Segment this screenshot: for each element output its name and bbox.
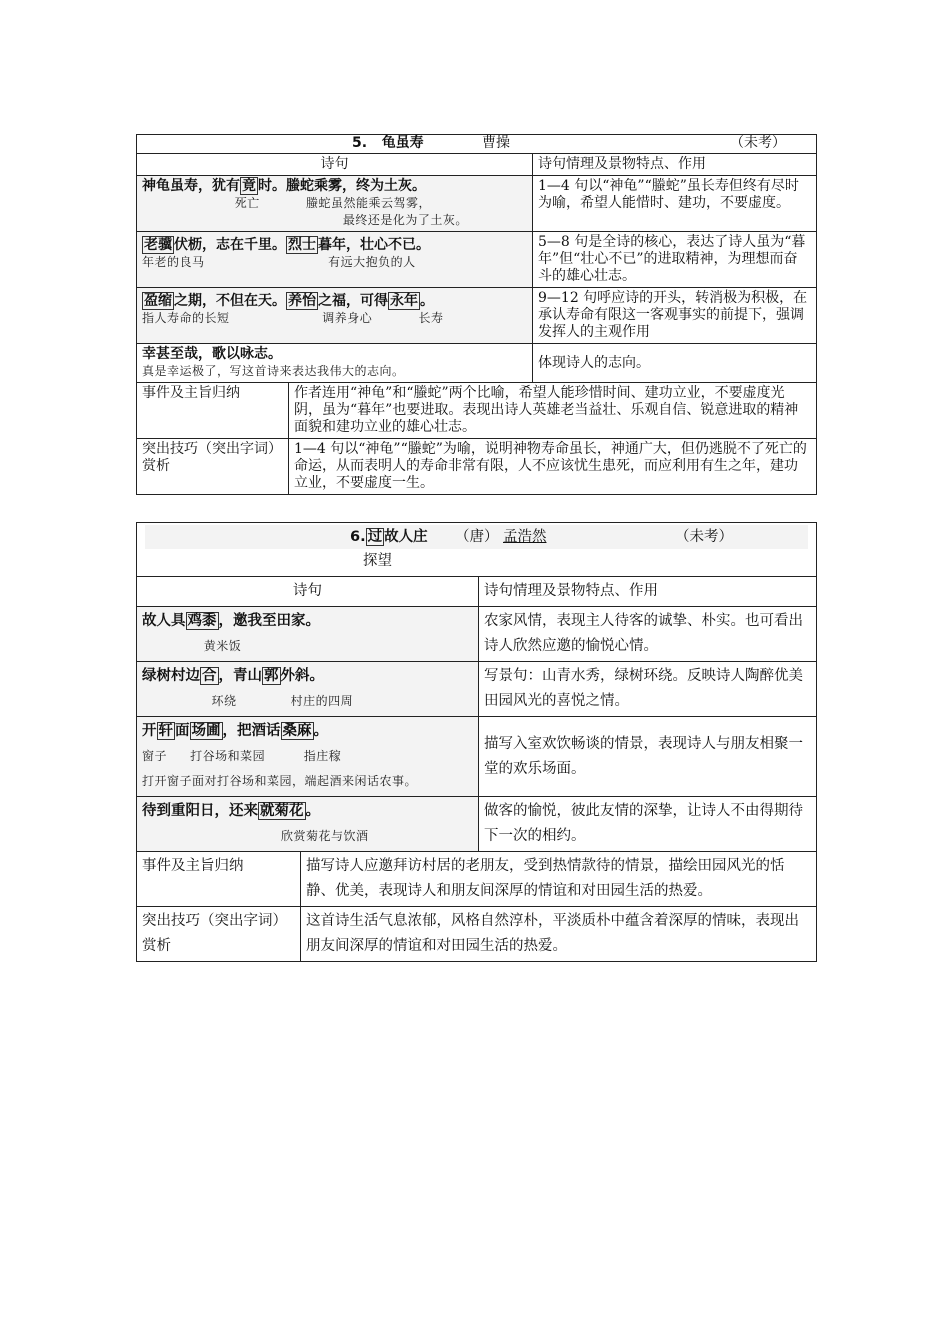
poem2-skill: 这首诗生活气息浓郁，风格自然淳朴，平淡质朴中蕴含着深厚的情味，表现出朋友间深厚的情谊和对田园生活的热爱。: [301, 907, 817, 962]
poem2-verse-row: 待到重阳日，还来 就菊花 。 欣赏菊花与饮酒: [137, 797, 479, 852]
poem1-number: 5.: [352, 135, 368, 151]
poem2-skill-label: 突出技巧（突出字词）赏析: [137, 907, 301, 962]
poem2-verse-row: 开 轩 面 场圃 ，把酒话 桑麻 。 窗子 打谷场和菜园 指庄稼 打开窗子面对打谷场和菜园，端起酒来闲话农事。: [137, 717, 479, 797]
poem1-summary: 作者连用“神龟”和“螣蛇”两个比喻，希望人能珍惜时间、建功立业，不要虚度光阴，虽为“暮年”也要进取。表现出诗人英雄老当益壮、乐观自信、锐意进取的精神面貌和建功立业的雄心壮志。: [289, 383, 817, 439]
poem2-status: （未考）: [675, 529, 733, 545]
poem2-col-analysis: 诗句情理及景物特点、作用: [479, 577, 817, 607]
gloss: 窗子 打谷场和菜园 指庄稼: [142, 749, 342, 763]
poem2-verse-row: 故人具 鸡黍 ，邀我至田家。 黄米饭: [137, 607, 479, 662]
gloss: 欣赏菊花与饮酒: [142, 829, 369, 843]
poem2-summary-label: 事件及主旨归纳: [137, 852, 301, 907]
gloss: 环绕 村庄的四周: [142, 694, 354, 708]
poem1-verse-row: 盈缩 之期，不但在天。 养怡 之福，可得 永年 。 指人寿命的长短 调养身心 长寿: [137, 288, 533, 344]
poem1-analysis: 5—8 句是全诗的核心，表达了诗人虽为“暮年”但“壮心不已”的进取精神，为理想而奋斗的雄心壮志。: [533, 232, 817, 288]
poem2-dynasty: （唐）: [455, 529, 499, 545]
poem2-title-key: 过: [367, 529, 383, 545]
poem2-title-gloss: 探望: [363, 553, 392, 569]
poem1-title-row: [137, 135, 817, 154]
gloss: 死亡 螣蛇虽然能乘云驾雾，: [142, 196, 432, 210]
poem2-analysis: 描写入室欢饮畅谈的情景，表现诗人与朋友相聚一堂的欢乐场面。: [479, 717, 817, 797]
poem2-analysis: 做客的愉悦，彼此友情的深挚，让诗人不由得期待下一次的相约。: [479, 797, 817, 852]
poem1-skill-label: 突出技巧（突出字词）赏析: [137, 439, 289, 495]
poem1-analysis: 1—4 句以“神龟”“螣蛇”虽长寿但终有尽时为喻，希望人能惜时、建功，不要虚度。: [533, 176, 817, 232]
gloss: 指人寿命的长短 调养身心 长寿: [142, 311, 444, 325]
poem2-author: 孟浩然: [503, 529, 547, 545]
poem1-col-verse: 诗句: [137, 154, 533, 176]
gloss: 黄米饭: [142, 639, 242, 653]
poem1-summary-label: 事件及主旨归纳: [137, 383, 289, 439]
gloss: 真是幸运极了，写这首诗来表达我伟大的志向。: [142, 364, 405, 378]
poem2-summary: 描写诗人应邀拜访村居的老朋友，受到热情款待的情景，描绘田园风光的恬静、优美，表现诗人和朋友间深厚的情谊和对田园生活的热爱。: [301, 852, 817, 907]
poem-table-2: [136, 522, 817, 962]
poem1-author: 曹操: [482, 135, 510, 151]
gloss: 最终还是化为了土灰。: [142, 213, 468, 227]
poem1-verse-row: 幸甚至哉，歌以咏志。 真是幸运极了，写这首诗来表达我伟大的志向。: [137, 344, 533, 383]
poem2-title: 故人庄: [384, 529, 428, 545]
poem1-verse-row: 老骥 伏枥，志在千里。 烈士 暮年，壮心不已。 年老的良马 有远大抱负的人: [137, 232, 533, 288]
poem1-analysis: 9—12 句呼应诗的开头，转消极为积极，在承认寿命有限这一客观事实的前提下，强调发挥人的主观作用: [533, 288, 817, 344]
poem2-col-verse: 诗句: [137, 577, 479, 607]
poem1-col-analysis: 诗句情理及景物特点、作用: [533, 154, 817, 176]
gloss: 打开窗子面对打谷场和菜园，端起酒来闲话农事。: [142, 774, 418, 788]
poem1-skill: 1—4 句以“神龟”“螣蛇”为喻，说明神物寿命虽长，神通广大，但仍逃脱不了死亡的命运，从而表明人的寿命非常有限，人不应该忧生患死，而应利用有生之年，建功立业，不要虚度一生。: [289, 439, 817, 495]
poem1-status: （未考）: [730, 135, 786, 151]
poem2-analysis: 农家风情，表现主人待客的诚挚、朴实。也可看出诗人欣然应邀的愉悦心情。: [479, 607, 817, 662]
poem1-analysis: 体现诗人的志向。: [533, 344, 817, 383]
poem2-number: 6.: [350, 529, 366, 545]
poem-table-1: [136, 134, 817, 495]
poem1-title: 龟虽寿: [381, 135, 424, 151]
poem2-analysis: 写景句：山青水秀，绿树环绕。反映诗人陶醉优美田园风光的喜悦之情。: [479, 662, 817, 717]
poem1-verse-row: 神龟虽寿，犹有 竟 时。螣蛇乘雾，终为土灰。 死亡 螣蛇虽然能乘云驾雾， 最终还是化为了土灰。: [137, 176, 533, 232]
poem2-title-row: [137, 523, 817, 577]
gloss: 年老的良马 有远大抱负的人: [142, 255, 416, 269]
poem2-verse-row: 绿树村边 合 ，青山 郭 外斜。 环绕 村庄的四周: [137, 662, 479, 717]
